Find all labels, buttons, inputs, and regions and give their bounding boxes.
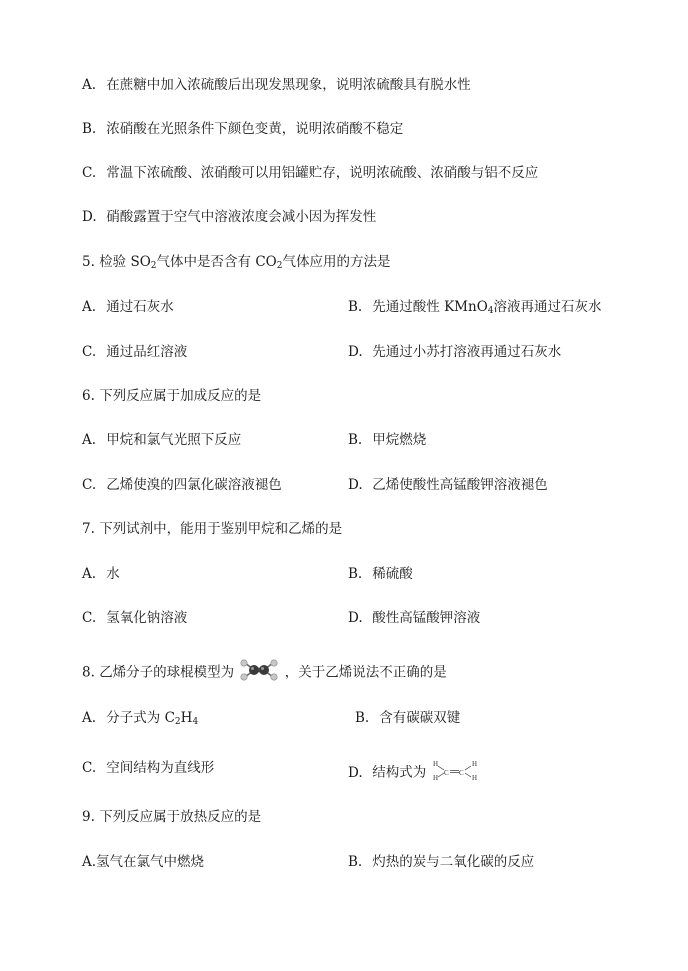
- option-letter: B.: [348, 432, 363, 448]
- question-number: 5.: [82, 254, 95, 270]
- option-text: 乙烯使溴的四氯化碳溶液褪色: [106, 477, 282, 493]
- option-letter: B.: [82, 121, 97, 137]
- option-text: 乙烯使酸性高锰酸钾溶液褪色: [372, 477, 548, 493]
- option-text: 结构式为: [372, 764, 427, 781]
- q6-option-c: [82, 475, 282, 495]
- q7-stem: 7. 下列试剂中，能用于鉴别甲烷和乙烯的是: [82, 521, 343, 537]
- option-letter: C.: [82, 610, 97, 626]
- question-number: 9.: [82, 809, 95, 825]
- option-letter: C.: [82, 760, 97, 776]
- q6-option-a: [82, 430, 241, 450]
- option-letter: A.: [82, 566, 97, 582]
- option-text: 含有碳碳双键: [379, 710, 461, 726]
- q8-option-d: [348, 758, 481, 788]
- q8-option-b: [355, 708, 460, 728]
- option-letter: D.: [348, 477, 363, 493]
- q5-option-b: [348, 297, 602, 317]
- formula-atom-h: H: [471, 760, 477, 768]
- option-letter: B.: [348, 299, 363, 315]
- q6-option-d: [348, 475, 548, 495]
- formula-atom-h: H: [432, 774, 438, 782]
- formula-atom-h: H: [432, 760, 438, 768]
- option-text: 先通过酸性 KMnO$_4$溶液再通过石灰水: [372, 299, 602, 316]
- q5-stem: 5. 检验 $SO_2$气体中是否含有 $CO_2$气体应用的方法是: [82, 254, 391, 271]
- option-text: 通过石灰水: [106, 299, 174, 315]
- q8-stem: 8. 乙烯分子的球棍模型为 ，关于乙烯说法不正确的是: [82, 658, 447, 688]
- q9-option-b: [348, 852, 534, 872]
- q7-option-d: [348, 608, 480, 628]
- option-letter: D.: [348, 764, 363, 781]
- q7-option-b: [348, 564, 413, 584]
- q8-option-a: [82, 708, 198, 728]
- q9-option-a: [82, 852, 204, 872]
- ethylene-ball-stick-model-image: [238, 658, 280, 688]
- option-letter: B.: [348, 854, 363, 870]
- q4-option-c: [82, 163, 538, 183]
- q4-option-b: [82, 119, 403, 139]
- option-text: 氢氧化钠溶液: [106, 610, 188, 626]
- option-text: 先通过小苏打溶液再通过石灰水: [372, 344, 562, 360]
- option-letter: B.: [355, 710, 370, 726]
- question-number: 8.: [82, 664, 95, 681]
- option-text: 氢气在氯气中燃烧: [96, 854, 205, 870]
- option-letter: D.: [348, 610, 363, 626]
- option-text: 酸性高锰酸钾溶液: [372, 610, 481, 626]
- formula-atom-c: C: [443, 769, 449, 777]
- q4-option-a: [82, 75, 471, 95]
- option-text: 硝酸露置于空气中溶液浓度会减小因为挥发性: [106, 209, 377, 225]
- option-text: 甲烷燃烧: [372, 432, 427, 448]
- q7-option-c: [82, 608, 187, 628]
- question-number: 6.: [82, 388, 95, 404]
- option-letter: D.: [82, 209, 97, 225]
- option-letter: C.: [82, 477, 97, 493]
- q6-stem: 6. 下列反应属于加成反应的是: [82, 388, 262, 404]
- option-letter: A.: [82, 710, 97, 726]
- option-letter: B.: [348, 566, 363, 582]
- q5-option-a: [82, 297, 174, 317]
- option-letter: A.: [82, 299, 97, 315]
- option-letter: A.: [82, 77, 97, 93]
- option-text: 通过品红溶液: [106, 344, 188, 360]
- option-text: 在蔗糖中加入浓硫酸后出现发黑现象，说明浓硫酸具有脱水性: [106, 77, 471, 93]
- q5-option-d: [348, 342, 561, 362]
- option-letter: A.: [82, 432, 97, 448]
- q8-option-c: [82, 758, 214, 778]
- option-text: 浓硝酸在光照条件下颜色变黄，说明浓硝酸不稳定: [106, 121, 404, 137]
- option-letter: C.: [82, 344, 97, 360]
- option-text: 空间结构为直线形: [106, 760, 215, 776]
- q6-option-b: [348, 430, 426, 450]
- q5-option-c: [82, 342, 187, 362]
- option-letter: C.: [82, 165, 97, 181]
- option-letter: D.: [348, 344, 363, 360]
- option-letter: A.: [82, 854, 97, 870]
- option-text: 分子式为 $C_2H_4$: [106, 710, 199, 727]
- option-text: 甲烷和氯气光照下反应: [106, 432, 242, 448]
- q7-option-a: [82, 564, 120, 584]
- option-text: 水: [106, 566, 120, 582]
- option-text: 常温下浓硫酸、浓硝酸可以用铝罐贮存，说明浓硫酸、浓硝酸与铝不反应: [106, 165, 539, 181]
- question-number: 7.: [82, 521, 95, 537]
- option-text: 灼热的炭与二氧化碳的反应: [372, 854, 535, 870]
- option-text: 稀硫酸: [372, 566, 413, 582]
- q4-option-d: [82, 207, 376, 227]
- q9-stem: 9. 下列反应属于放热反应的是: [82, 809, 262, 825]
- formula-atom-c: C: [458, 769, 464, 777]
- ethylene-structural-formula: [431, 758, 481, 788]
- formula-atom-h: H: [471, 774, 477, 782]
